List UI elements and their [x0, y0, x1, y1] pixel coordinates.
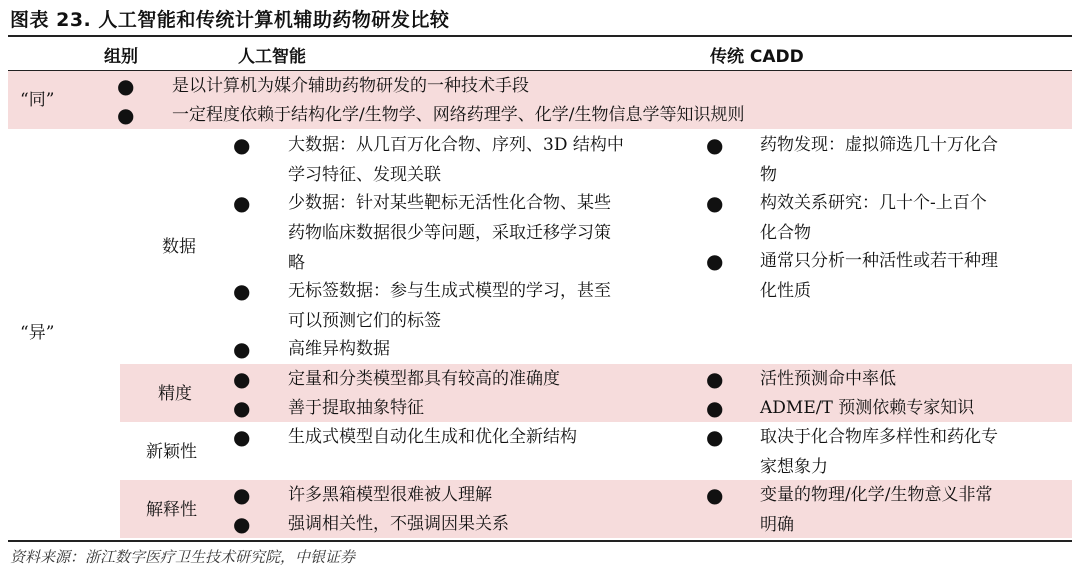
- ai-data-item-4: 高维异构数据: [288, 339, 390, 359]
- ai-data-item-1: 大数据：从几百万化合物、序列、3D 结构中 学习特征、发现关联: [288, 135, 624, 185]
- bullet: ●: [706, 249, 724, 273]
- category-interpretability: 解释性: [146, 500, 197, 520]
- bottom-rule: [8, 540, 1072, 542]
- bullet: ●: [706, 367, 724, 391]
- bullet: ●: [233, 337, 251, 361]
- bullet: ●: [706, 396, 724, 420]
- cadd-data-item-3: 通常只分析一种活性或若干种理 化性质: [760, 251, 998, 301]
- cadd-novelty-item-1: 取决于化合物库多样性和药化专 家想象力: [760, 427, 998, 477]
- bullet: ●: [706, 483, 724, 507]
- bullet: ●: [233, 396, 251, 420]
- same-label: “同”: [20, 90, 55, 110]
- ai-precision-item-2: 善于提取抽象特征: [288, 398, 424, 418]
- bullet: ●: [706, 425, 724, 449]
- header-cadd: 传统 CADD: [710, 47, 804, 67]
- ai-data-item-2: 少数据：针对某些靶标无活性化合物、某些 药物临床数据很少等问题，采取迁移学习策 略: [288, 193, 611, 273]
- bullet: ●: [233, 279, 251, 303]
- ai-interpretability-item-1: 许多黑箱模型很难被人理解: [288, 485, 492, 505]
- bullet: ●: [233, 512, 251, 536]
- same-item-1: 是以计算机为媒介辅助药物研发的一种技术手段: [172, 76, 529, 96]
- cadd-precision-item-2: ADME/T 预测依赖专家知识: [760, 398, 975, 418]
- top-rule: [8, 35, 1072, 37]
- diff-label: “异”: [20, 323, 55, 343]
- header-ai: 人工智能: [238, 47, 306, 67]
- bullet: ●: [233, 191, 251, 215]
- same-bullet-2: ●: [117, 103, 135, 127]
- bullet: ●: [233, 483, 251, 507]
- cadd-data-item-1: 药物发现：虚拟筛选几十万化合 物: [760, 135, 998, 185]
- ai-interpretability-item-2: 强调相关性，不强调因果关系: [288, 514, 509, 534]
- cadd-precision-item-1: 活性预测命中率低: [760, 369, 896, 389]
- source-note: 资料来源：浙江数字医疗卫生技术研究院，中银证券: [10, 548, 356, 566]
- category-precision: 精度: [158, 384, 192, 404]
- bullet: ●: [233, 133, 251, 157]
- ai-precision-item-1: 定量和分类模型都具有较高的准确度: [288, 369, 560, 389]
- ai-novelty-item-1: 生成式模型自动化生成和优化全新结构: [288, 427, 577, 447]
- same-bullet-1: ●: [117, 74, 135, 98]
- category-novelty: 新颖性: [146, 442, 197, 462]
- bullet: ●: [233, 367, 251, 391]
- cadd-data-item-2: 构效关系研究：几十个-上百个 化合物: [760, 193, 987, 243]
- figure-title: 图表 23. 人工智能和传统计算机辅助药物研发比较: [10, 9, 450, 31]
- bullet: ●: [706, 133, 724, 157]
- ai-data-item-3: 无标签数据：参与生成式模型的学习，甚至 可以预测它们的标签: [288, 281, 611, 331]
- header-group: 组别: [104, 47, 138, 67]
- category-data: 数据: [162, 237, 196, 257]
- bullet: ●: [706, 191, 724, 215]
- cadd-interpretability-item-1: 变量的物理/化学/生物意义非常 明确: [760, 485, 993, 535]
- same-item-2: 一定程度依赖于结构化学/生物学、网络药理学、化学/生物信息学等知识规则: [172, 105, 745, 125]
- bullet: ●: [233, 425, 251, 449]
